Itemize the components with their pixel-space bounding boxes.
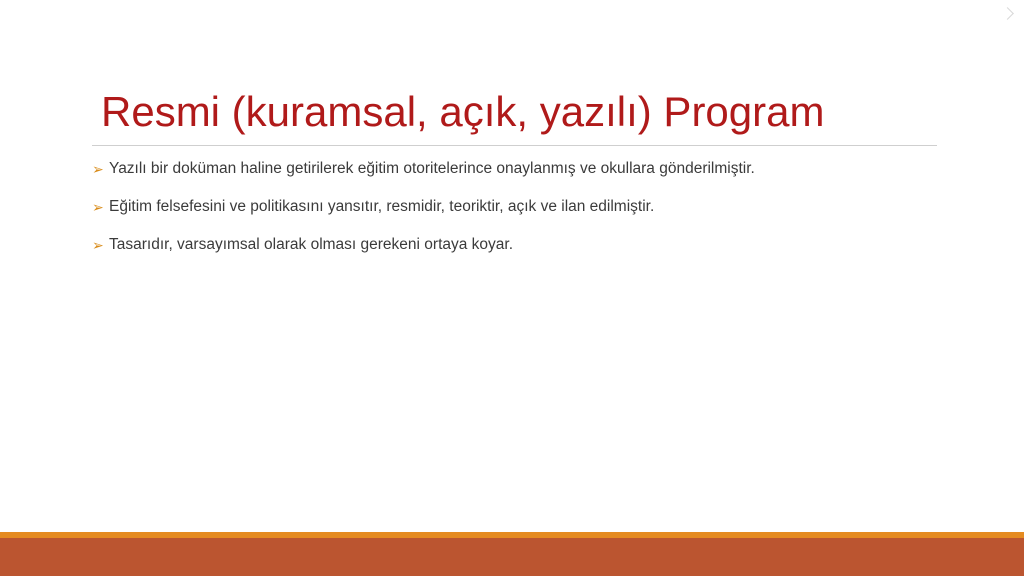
bullet-item bbox=[92, 195, 755, 219]
chevron-icon bbox=[1001, 7, 1014, 20]
slide-title: Resmi (kuramsal, açık, yazılı) Program bbox=[101, 88, 825, 135]
bullet-item bbox=[92, 157, 755, 181]
arrowhead-icon: ➢ bbox=[92, 198, 104, 215]
arrowhead-icon: ➢ bbox=[92, 236, 104, 253]
arrowhead-icon: ➢ bbox=[92, 160, 104, 177]
bullet-item bbox=[92, 233, 755, 257]
bullet-text: Eğitim felsefesini ve politikasını yansıtır, resmidir, teoriktir, açık ve ilan edilmiştir. bbox=[109, 198, 655, 215]
title-divider bbox=[92, 145, 937, 146]
bullet-list bbox=[92, 157, 755, 271]
bullet-text: Yazılı bir doküman haline getirilerek eğitim otoritelerince onaylanmış ve okullara gönderilmiştir. bbox=[109, 160, 755, 177]
footer-band bbox=[0, 538, 1024, 576]
bullet-text: Tasarıdır, varsayımsal olarak olması gerekeni ortaya koyar. bbox=[109, 236, 514, 253]
